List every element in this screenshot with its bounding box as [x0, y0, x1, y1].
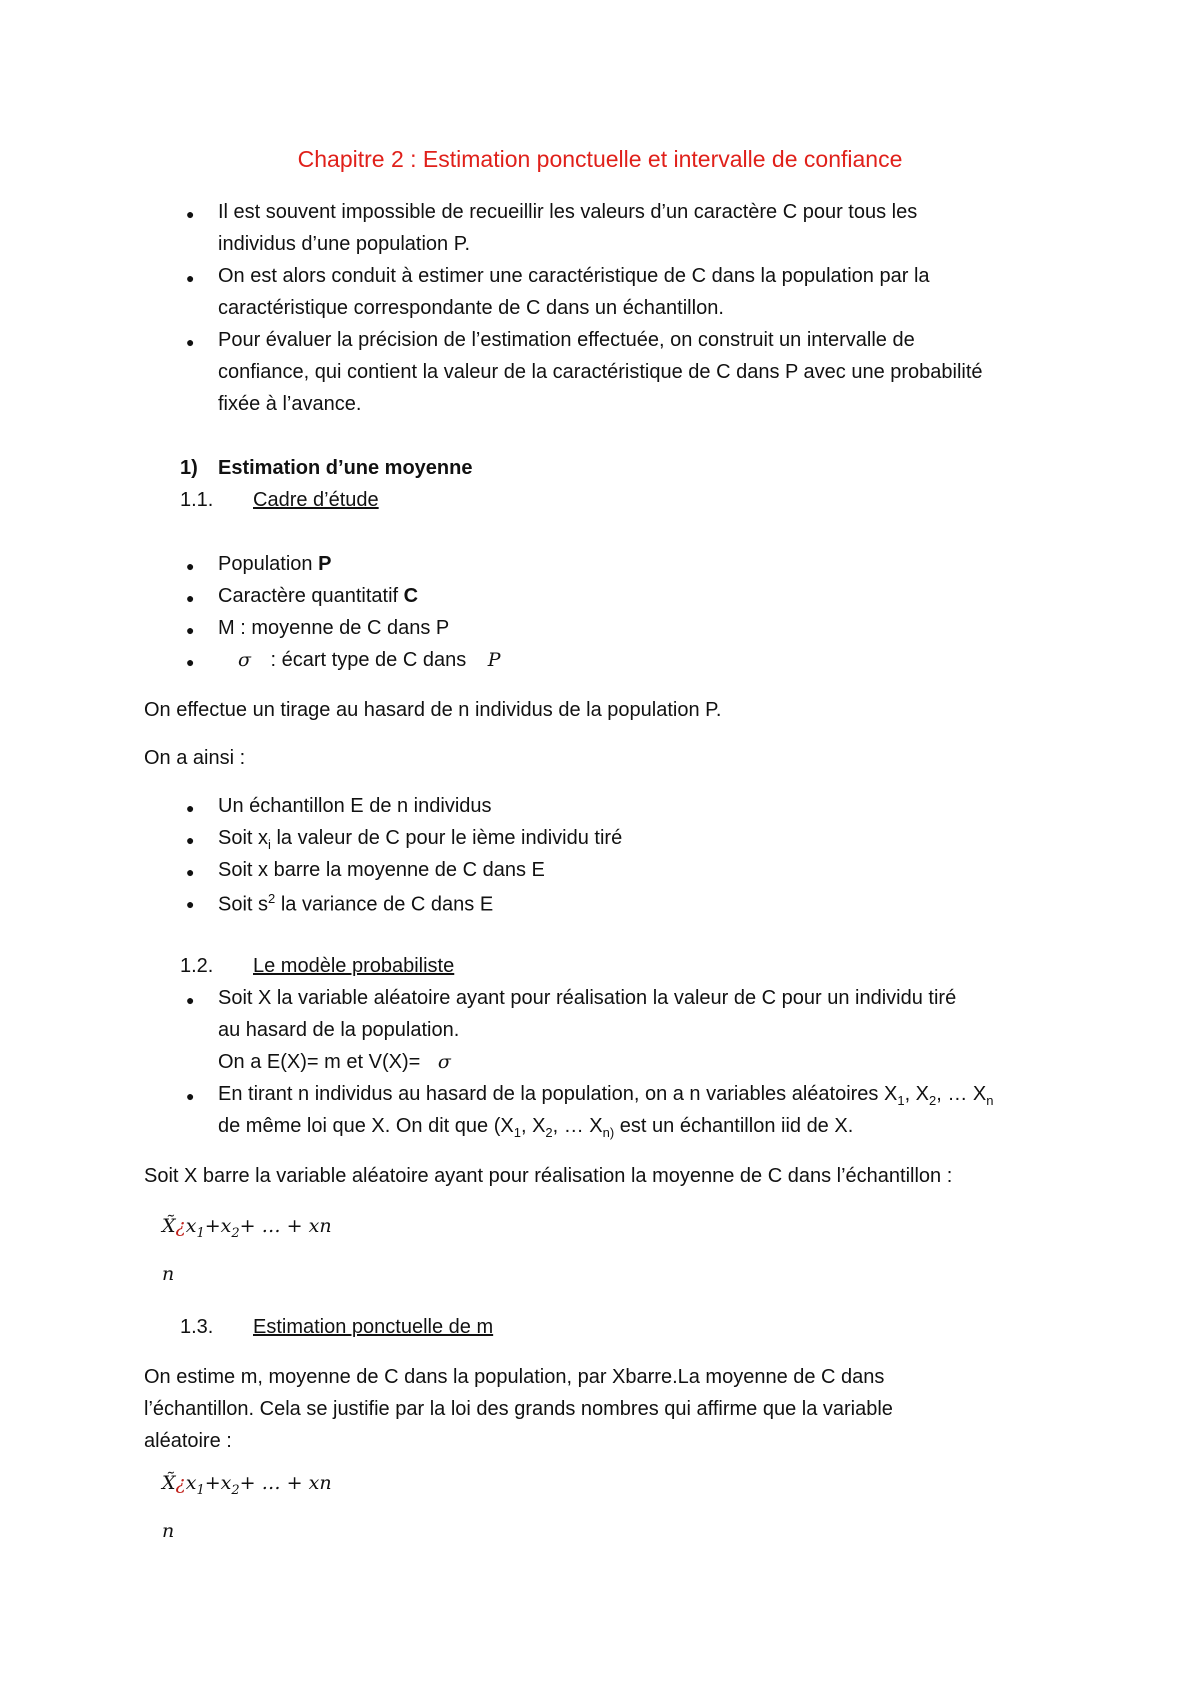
- section-1-1-title: Cadre d’étude: [253, 489, 379, 511]
- ech-item-1: Un échantillon E de n individus: [218, 795, 492, 817]
- intro-b3-line3: fixée à l’avance.: [218, 393, 362, 415]
- section-1-2-title: Le modèle probabiliste: [253, 955, 455, 977]
- bullet-icon: ●: [186, 1088, 195, 1104]
- bullet-icon: ●: [186, 654, 195, 670]
- bullet-icon: ●: [186, 590, 195, 606]
- cadre-item-ecart-type: σ : écart type de C dans P: [238, 649, 501, 671]
- section-1-title: Estimation d’une moyenne: [218, 457, 473, 479]
- paragraph-x-barre: Soit X barre la variable aléatoire ayant pour réalisation la moyenne de C dans l’échantillon :: [144, 1165, 953, 1187]
- intro-b2-line1: On est alors conduit à estimer une caractéristique de C dans la population par la: [218, 265, 930, 287]
- intro-b3-line1: Pour évaluer la précision de l’estimation effectuée, on construit un intervalle de: [218, 329, 915, 351]
- bullet-icon: ●: [186, 558, 195, 574]
- bullet-icon: ●: [186, 864, 195, 880]
- cadre-item-population: Population P: [218, 553, 332, 575]
- intro-b1-line1: Il est souvent impossible de recueillir les valeurs d’un caractère C pour tous les: [218, 201, 918, 223]
- formula-xbar-1: $X̃¿x_1+x_2+$ … + xn: [162, 1215, 332, 1241]
- formula-denominator-1: n: [162, 1263, 175, 1285]
- intro-b3-line2: confiance, qui contient la valeur de la caractéristique de C dans P avec une probabilité: [218, 361, 983, 383]
- cadre-item-caractere: Caractère quantitatif C: [218, 585, 419, 607]
- bullet-icon: ●: [186, 800, 195, 816]
- paragraph-estime-l2: l’échantillon. Cela se justifie par la loi des grands nombres qui affirme que la variable: [144, 1398, 893, 1420]
- paragraph-estime-l3: aléatoire :: [144, 1430, 232, 1452]
- modele-b1-line1: Soit X la variable aléatoire ayant pour réalisation la valeur de C pour un individu tiré: [218, 987, 957, 1009]
- bullet-icon: ●: [186, 270, 195, 286]
- bullet-icon: ●: [186, 896, 195, 912]
- modele-b1-line2: au hasard de la population.: [218, 1019, 460, 1041]
- section-1-number: 1): [180, 457, 198, 479]
- section-1-1-number: 1.1.: [180, 489, 214, 511]
- bullet-icon: ●: [186, 334, 195, 350]
- section-1-2-number: 1.2.: [180, 955, 214, 977]
- formula-denominator-2: n: [162, 1520, 175, 1542]
- cadre-item-moyenne: M : moyenne de C dans P: [218, 617, 450, 639]
- intro-b1-line2: individus d’une population P.: [218, 233, 471, 255]
- ech-item-4: Soit $s^2$ la variance de C dans E: [218, 891, 494, 916]
- section-1-3-title: Estimation ponctuelle de m: [253, 1316, 494, 1338]
- section-1-3-number: 1.3.: [180, 1316, 214, 1338]
- paragraph-on-a-ainsi: On a ainsi :: [144, 747, 246, 769]
- bullet-icon: ●: [186, 832, 195, 848]
- bullet-icon: ●: [186, 206, 195, 222]
- paragraph-tirage: On effectue un tirage au hasard de n individus de la population P.: [144, 699, 722, 721]
- ech-item-3: Soit x barre la moyenne de C dans E: [218, 859, 545, 881]
- intro-b2-line2: caractéristique correspondante de C dans un échantillon.: [218, 297, 724, 319]
- modele-b2-line1: En tirant n individus au hasard de la population, on a n variables aléatoires $X_1$, $X_2$, … $X_n$: [218, 1083, 994, 1108]
- chapter-title: Chapitre 2 : Estimation ponctuelle et intervalle de confiance: [297, 146, 903, 172]
- bullet-icon: ●: [186, 992, 195, 1008]
- bullet-icon: ●: [186, 622, 195, 638]
- ech-item-2: Soit $x_i$ la valeur de C pour le ième individu tiré: [218, 827, 623, 852]
- paragraph-estime-l1: On estime m, moyenne de C dans la population, par Xbarre.La moyenne de C dans: [144, 1366, 885, 1388]
- formula-xbar-2: $X̃¿x_1+x_2+$ … + xn: [162, 1472, 332, 1498]
- modele-b2-line2: de même loi que X. On dit que ($X_1$, $X_2$, … $X_{n)}$ est un échantillon iid de X.: [218, 1115, 854, 1140]
- modele-b1-line3: On a E(X)= m et V(X)= σ: [218, 1051, 451, 1073]
